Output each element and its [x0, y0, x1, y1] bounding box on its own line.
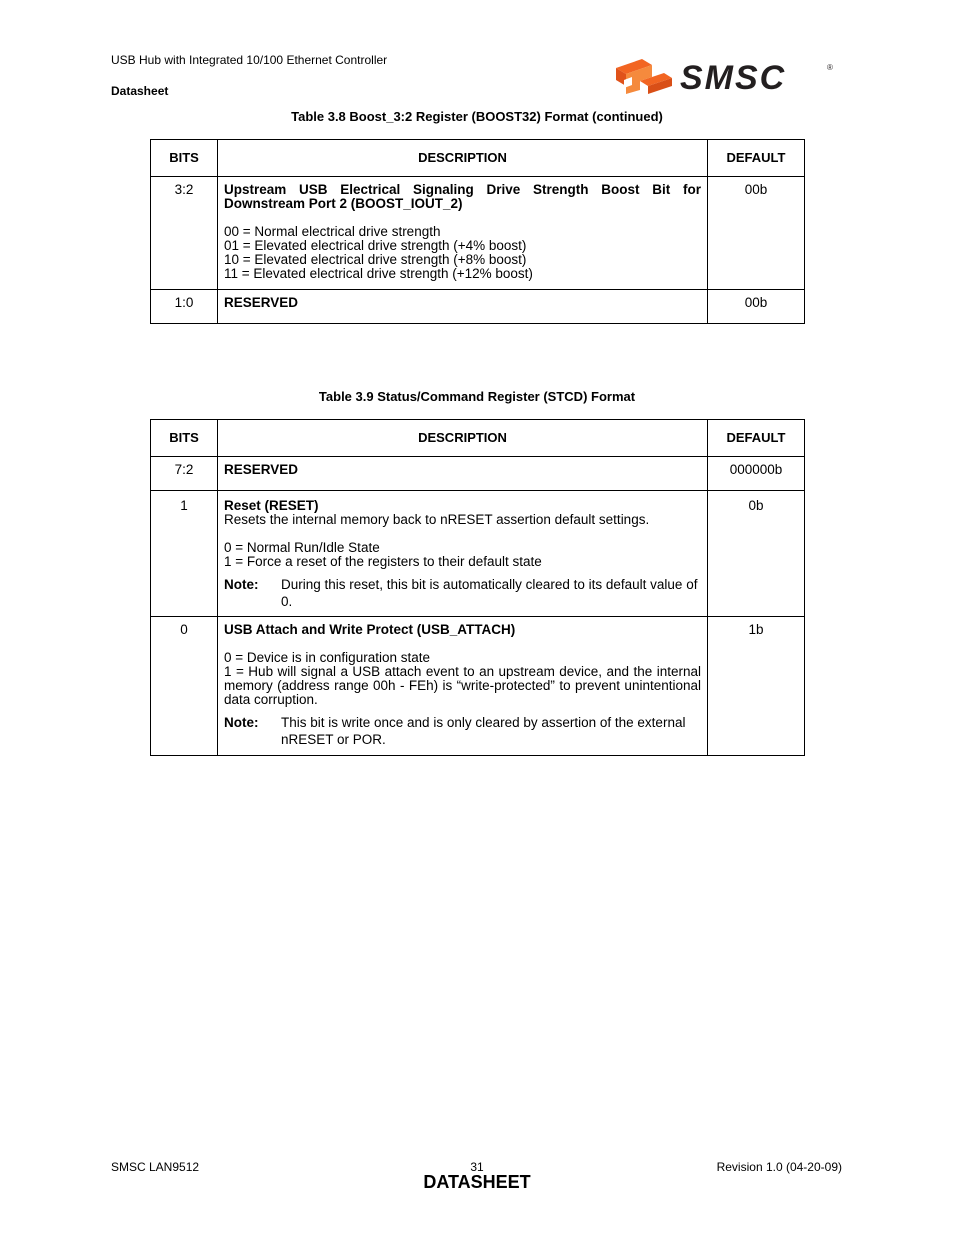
description-cell — [218, 617, 708, 756]
document-type: Datasheet — [111, 84, 169, 98]
footer-product: SMSC LAN9512 — [111, 1160, 200, 1174]
default-header: DEFAULT — [708, 140, 805, 177]
note-text: During this reset, this bit is automatically cleared to its default value of 0. — [281, 577, 698, 609]
field-title: Upstream USB Electrical Signaling Drive Strength Boost Bit for Downstream Port 2 (BOOST_IOUT_2) — [224, 182, 701, 211]
default-cell: 0b — [708, 491, 805, 617]
field-title: RESERVED — [224, 295, 299, 310]
note — [224, 576, 701, 610]
default-header: DEFAULT — [708, 420, 805, 457]
value-line: 1 = Hub will signal a USB attach event to an upstream device, and the internal memory (address range 00h - FEh) is “write-protected” to prevent unintentional data corruption. — [224, 664, 701, 707]
table-row — [151, 177, 805, 290]
table-header-row — [151, 420, 805, 457]
page-number: 31 — [470, 1160, 484, 1174]
bits-cell: 0 — [151, 617, 218, 756]
table-row — [151, 457, 805, 491]
footer-datasheet-label: DATASHEET — [423, 1172, 531, 1192]
description-cell — [218, 290, 708, 324]
footer-revision: Revision 1.0 (04-20-09) — [716, 1160, 842, 1174]
registered-mark: ® — [827, 63, 833, 72]
default-cell: 00b — [708, 290, 805, 324]
field-title: Reset (RESET) — [224, 498, 319, 513]
bits-header: BITS — [151, 420, 218, 457]
default-cell: 1b — [708, 617, 805, 756]
stcd-register-table — [150, 419, 805, 756]
table-3-8-caption: Table 3.8 Boost_3:2 Register (BOOST32) Format (continued) — [291, 109, 663, 124]
field-description: Resets the internal memory back to nRESET assertion default settings. — [224, 512, 650, 527]
description-cell — [218, 491, 708, 617]
note-label: Note: — [224, 715, 259, 730]
note — [224, 714, 701, 748]
field-title: RESERVED — [224, 462, 299, 477]
value-line: 01 = Elevated electrical drive strength (+4% boost) — [224, 238, 527, 253]
value-line: 0 = Device is in configuration state — [224, 650, 430, 665]
description-header: DESCRIPTION — [218, 420, 708, 457]
description-cell — [218, 177, 708, 290]
logo-wordmark: SMSC — [680, 59, 787, 97]
smsc-logo — [612, 56, 837, 98]
value-line: 00 = Normal electrical drive strength — [224, 224, 441, 239]
field-title: USB Attach and Write Protect (USB_ATTACH) — [224, 622, 516, 637]
document-title: USB Hub with Integrated 10/100 Ethernet Controller — [111, 53, 388, 67]
value-line: 10 = Elevated electrical drive strength (+8% boost) — [224, 252, 527, 267]
description-cell — [218, 457, 708, 491]
table-row — [151, 617, 805, 756]
note-label: Note: — [224, 577, 259, 592]
bits-cell: 3:2 — [151, 177, 218, 290]
boost32-register-table — [150, 139, 805, 324]
table-header-row — [151, 140, 805, 177]
table-3-9-caption: Table 3.9 Status/Command Register (STCD) Format — [318, 389, 636, 404]
table-row — [151, 290, 805, 324]
bits-header: BITS — [151, 140, 218, 177]
default-cell: 00b — [708, 177, 805, 290]
bits-cell: 7:2 — [151, 457, 218, 491]
bits-cell: 1 — [151, 491, 218, 617]
value-line: 1 = Force a reset of the registers to their default state — [224, 554, 542, 569]
description-header: DESCRIPTION — [218, 140, 708, 177]
bits-cell: 1:0 — [151, 290, 218, 324]
value-line: 0 = Normal Run/Idle State — [224, 540, 380, 555]
note-text: This bit is write once and is only cleared by assertion of the external nRESET or POR. — [281, 715, 686, 747]
table-row — [151, 491, 805, 617]
default-cell: 000000b — [708, 457, 805, 491]
value-line: 11 = Elevated electrical drive strength (+12% boost) — [224, 266, 533, 281]
